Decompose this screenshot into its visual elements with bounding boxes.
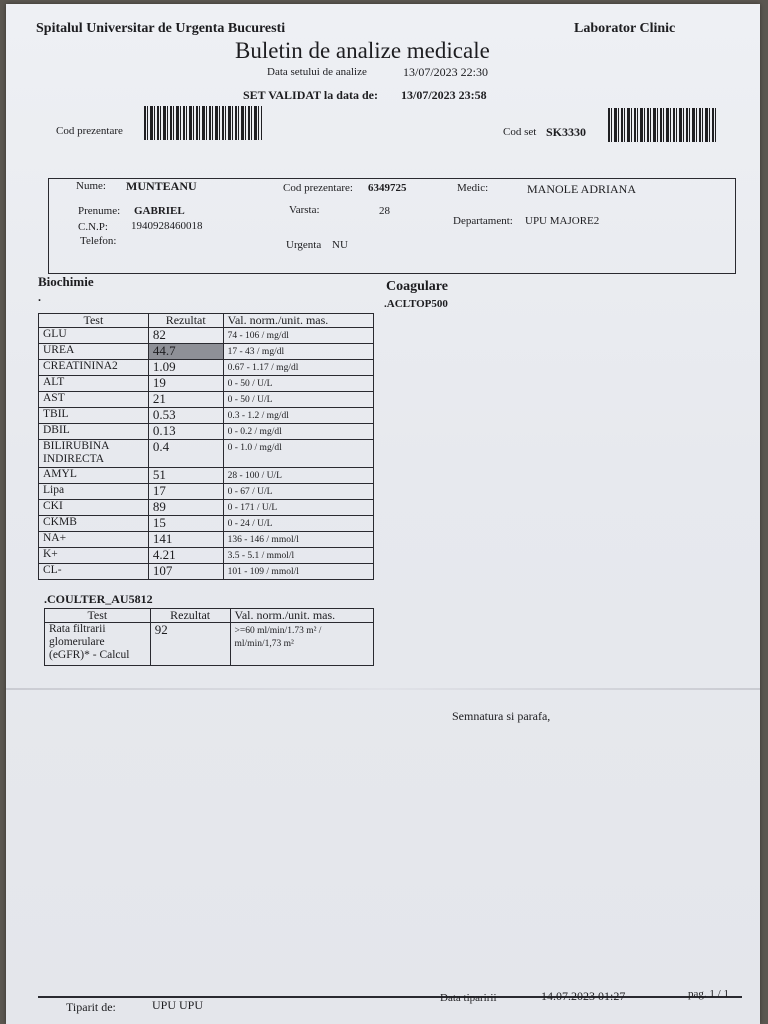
- header-normal: Val. norm./unit. mas.: [230, 609, 373, 623]
- print-date-value: 14.07.2023 01:27: [541, 989, 626, 1003]
- table-row: [39, 532, 374, 548]
- hospital-name: Spitalul Universitar de Urgenta Bucuresti: [36, 21, 286, 36]
- validated-value: 13/07/2023 23:58: [401, 88, 487, 102]
- test-name: Rata filtrarii glomerulare (eGFR)* - Calcul: [45, 623, 151, 666]
- test-name: CKI: [39, 500, 149, 516]
- set-date-label: Data setului de analize: [267, 66, 367, 78]
- varsta-value: 28: [379, 205, 390, 217]
- test-result: 51: [148, 468, 223, 484]
- table-row: [39, 500, 374, 516]
- test-result: 0.53: [148, 408, 223, 424]
- prenume-label: Prenume:: [78, 205, 121, 217]
- coagulare-title: Coagulare: [386, 279, 448, 294]
- medic-label: Medic:: [457, 182, 489, 194]
- test-normal-range: 0 - 171 / U/L: [223, 500, 373, 516]
- test-result: 17: [148, 484, 223, 500]
- test-result: 15: [148, 516, 223, 532]
- paper-fold: [6, 688, 760, 690]
- test-normal-range: 0 - 50 / U/L: [223, 376, 373, 392]
- table-row: [45, 623, 374, 666]
- test-name: CKMB: [39, 516, 149, 532]
- test-name: CL-: [39, 564, 149, 580]
- set-date-value: 13/07/2023 22:30: [403, 65, 489, 79]
- printed-by-value: UPU UPU: [152, 998, 204, 1012]
- test-result: 21: [148, 392, 223, 408]
- table-row: [39, 424, 374, 440]
- table-row: [39, 328, 374, 344]
- barcode-prezentare: [144, 106, 262, 140]
- biochimie-title: Biochimie: [38, 274, 94, 289]
- table-row: [39, 484, 374, 500]
- table-header-row: [39, 314, 374, 328]
- test-result: 107: [148, 564, 223, 580]
- urgenta-value: NU: [332, 239, 348, 251]
- test-name: AMYL: [39, 468, 149, 484]
- test-normal-range: 0 - 50 / U/L: [223, 392, 373, 408]
- test-name: CREATININA2: [39, 360, 149, 376]
- header-normal: Val. norm./unit. mas.: [223, 314, 373, 328]
- print-date-label: Data tiparirii: [440, 992, 497, 1004]
- test-normal-range: 17 - 43 / mg/dl: [223, 344, 373, 360]
- cnp-value: 1940928460018: [131, 220, 203, 232]
- table-row: [39, 360, 374, 376]
- table-row: [39, 440, 374, 468]
- table-row: [39, 516, 374, 532]
- nume-value: MUNTEANU: [126, 179, 197, 193]
- test-name: AST: [39, 392, 149, 408]
- coulter-title: .COULTER_AU5812: [44, 592, 153, 606]
- test-normal-range: 74 - 106 / mg/dl: [223, 328, 373, 344]
- coulter-table: [44, 608, 374, 666]
- table-row: [39, 548, 374, 564]
- test-result: 89: [148, 500, 223, 516]
- test-normal-range: 101 - 109 / mmol/l: [223, 564, 373, 580]
- barcode-set: [608, 108, 716, 142]
- test-result: 0.4: [148, 440, 223, 468]
- test-result: 4.21: [148, 548, 223, 564]
- test-name: ALT: [39, 376, 149, 392]
- urgenta-label: Urgenta: [286, 239, 322, 251]
- test-normal-range: 0 - 1.0 / mg/dl: [223, 440, 373, 468]
- test-name: BILIRUBINA INDIRECTA: [39, 440, 149, 468]
- test-result: 19: [148, 376, 223, 392]
- test-normal-range: 0.3 - 1.2 / mg/dl: [223, 408, 373, 424]
- medic-value: MANOLE ADRIANA: [527, 182, 636, 196]
- test-name: DBIL: [39, 424, 149, 440]
- cod-prezentare-patient-value: 6349725: [368, 182, 407, 194]
- cod-prezentare-label: Cod prezentare: [56, 125, 123, 137]
- test-result: 141: [148, 532, 223, 548]
- cod-prezentare-patient-label: Cod prezentare:: [283, 182, 353, 194]
- header-rezultat: Rezultat: [148, 314, 223, 328]
- test-normal-range: 0 - 67 / U/L: [223, 484, 373, 500]
- footer-divider: [38, 996, 742, 998]
- test-normal-range: 0 - 0.2 / mg/dl: [223, 424, 373, 440]
- table-row: [39, 344, 374, 360]
- prenume-value: GABRIEL: [134, 205, 185, 217]
- table-header-row: [45, 609, 374, 623]
- telefon-label: Telefon:: [80, 235, 117, 247]
- biochimie-dot: .: [38, 290, 41, 304]
- test-result: 0.13: [148, 424, 223, 440]
- nume-label: Nume:: [76, 180, 106, 192]
- coagulare-subtitle: .ACLTOP500: [384, 298, 448, 310]
- test-result: 44.7: [148, 344, 223, 360]
- test-name: Lipa: [39, 484, 149, 500]
- validated-label: SET VALIDAT la data de:: [243, 88, 378, 102]
- header-rezultat: Rezultat: [150, 609, 230, 623]
- test-result: 1.09: [148, 360, 223, 376]
- test-normal-range: 3.5 - 5.1 / mmol/l: [223, 548, 373, 564]
- test-name: GLU: [39, 328, 149, 344]
- test-normal-range: 0.67 - 1.17 / mg/dl: [223, 360, 373, 376]
- test-result: 92: [150, 623, 230, 666]
- test-normal-range: 0 - 24 / U/L: [223, 516, 373, 532]
- cod-set-value: SK3330: [546, 125, 587, 139]
- test-name: TBIL: [39, 408, 149, 424]
- test-name: K+: [39, 548, 149, 564]
- cnp-label: C.N.P:: [78, 221, 108, 233]
- test-name: UREA: [39, 344, 149, 360]
- report-title: Buletin de analize medicale: [235, 38, 490, 63]
- test-normal-range: 136 - 146 / mmol/l: [223, 532, 373, 548]
- biochimie-table: [38, 313, 374, 580]
- lab-name: Laborator Clinic: [574, 21, 676, 36]
- table-row: [39, 564, 374, 580]
- signature-label: Semnatura si parafa,: [452, 709, 551, 723]
- printed-by-label: Tiparit de:: [66, 1000, 116, 1014]
- header-test: Test: [45, 609, 151, 623]
- test-result: 82: [148, 328, 223, 344]
- table-row: [39, 468, 374, 484]
- test-name: NA+: [39, 532, 149, 548]
- departament-value: UPU MAJORE2: [525, 215, 600, 227]
- table-row: [39, 408, 374, 424]
- table-row: [39, 376, 374, 392]
- varsta-label: Varsta:: [289, 204, 320, 216]
- table-row: [39, 392, 374, 408]
- test-normal-range: 28 - 100 / U/L: [223, 468, 373, 484]
- header-test: Test: [39, 314, 149, 328]
- page-number: pag. 1 / 1: [688, 988, 729, 1000]
- departament-label: Departament:: [453, 215, 513, 227]
- cod-set-label: Cod set: [503, 126, 537, 138]
- test-normal-range: >=60 ml/min/1.73 m² / ml/min/1,73 m²: [230, 623, 373, 666]
